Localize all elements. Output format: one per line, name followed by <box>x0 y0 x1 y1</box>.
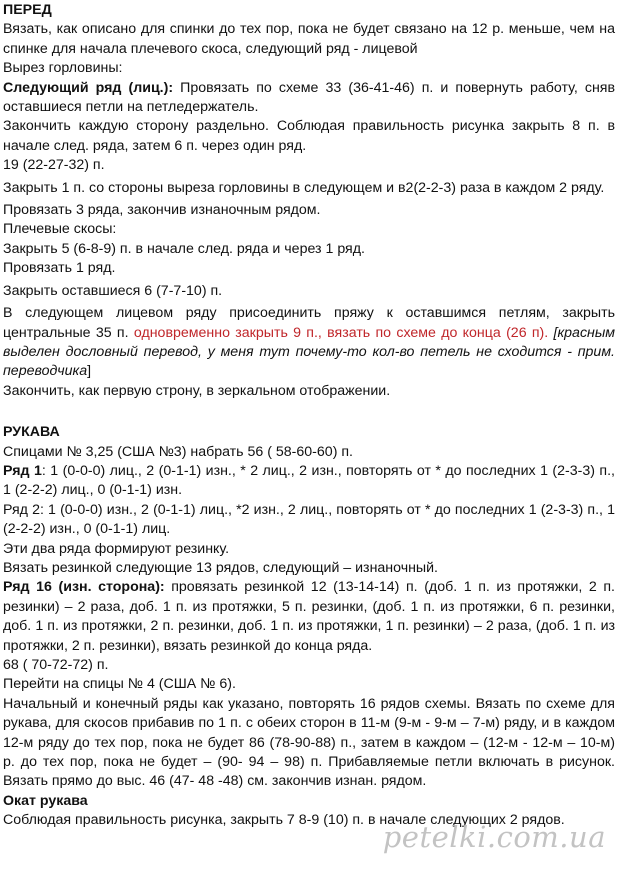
row-16-text: провязать резинкой 12 (13-14-14) п. (доб. 1 п. из протяжки, 2 п. резинки) – 2 раза, доб. 1 п. из протяжки, 5 п. резинки, (доб. 1 п. из протяжки, 6 п. резинки, доб. 1 п. из протяжки, 2 п. резинки, доб. 1 п. из протяжки, 1 п. резинки) – 2 раза, (доб. 1 п. из протяжки, 2 п. резинки), вязать резинкой до конца ряда. <box>3 579 615 654</box>
shoulder-title: Плечевые скосы: <box>3 221 117 238</box>
ribbing-note: Эти два ряда формируют резинку. <box>3 540 230 557</box>
mirror-finish: Закончить, как первую строну, в зеркальном отображении. <box>3 382 391 399</box>
shoulder-close: Закрыть 5 (6-8-9) п. в начале след. ряда и через 1 ряд. <box>3 240 365 257</box>
needles-4: Перейти на спицы № 4 (США № 6). <box>3 676 236 693</box>
cast-on: Спицами № 3,25 (США №3) набрать 56 ( 58-60-60) п. <box>3 443 353 460</box>
neck-decrease: Закрыть 1 п. со стороны выреза горловины в следующем и в2(2-2-3) раза в каждом 2 ряду. <box>3 179 605 196</box>
row-2-paragraph: Ряд 2: 1 (0-0-0) изн., 2 (0-1-1) лиц., *2 изн., 2 лиц., повторять от * до последних 1 (2-3-3) п., 1 (2-2-2) изн., 0 (0-1-1) лиц. <box>3 501 615 538</box>
watermark-logo: petelki.com.ua <box>382 820 606 854</box>
next-row-label: Следующий ряд (лиц.): <box>3 79 174 96</box>
document-body <box>3 1 615 831</box>
knit-3-rows: Провязать 3 ряда, закончив изнаночным рядом. <box>3 202 321 219</box>
sleeves-heading: РУКАВА <box>3 424 60 441</box>
next-row-text: Провязать по схеме 33 (36-41-46) п. и повернуть работу, сняв оставшиеся петли на петледержатель. <box>3 79 616 116</box>
row-16-label: Ряд 16 (изн. сторона): <box>3 579 165 596</box>
row-1-label: Ряд 1 <box>3 462 42 479</box>
join-yarn-paragraph <box>3 304 615 382</box>
row-1-text: : 1 (0-0-0) лиц., 2 (0-1-1) изн., * 2 лиц., 2 изн., повторять от * до последних 1 (2-3-3) п., 1 (2-2-2) лиц., 0 (0-1-1) изн. <box>3 462 615 499</box>
translator-note-close: ] <box>87 363 92 380</box>
next-row-paragraph <box>3 79 615 118</box>
sleeve-main-instructions: Начальный и конечный ряды как указано, повторять 16 рядов схемы. Вязать по схеме для рукава, для скосов прибавив по 1 п. с обеих сторон в 11-м (9-м - 9-м – 7-м) ряду, и в каждом 12-м ряду до тех пор, пока не будет 86 (78-90-88) п., затем в каждом – (12-м - 12-м – 10-м) р. до тех пор, пока не будет – (90- 94 – 98) п. Прибавляемые петли включать в рисунок. Вязать прямо до выс. 46 (47- 48 -48) см. закончив изнан. рядом. <box>3 695 615 790</box>
knit-1-row: Провязать 1 ряд. <box>3 260 116 277</box>
translator-note: [красным выделен дословный перевод, у меня тут почему-то кол-во петель не сходится - прим. переводчика <box>3 324 616 380</box>
sleeve-cap-heading: Окат рукава <box>3 792 88 809</box>
join-text: В следующем лицевом ряду присоединить пряжу к оставшимся петлям, закрыть центральные 35 п. <box>3 305 615 341</box>
join-red-translation: одновременно закрыть 9 п., вязать по схеме до конца (26 п). <box>133 324 549 341</box>
stitch-count-68: 68 ( 70-72-72) п. <box>3 657 109 673</box>
rib-13-rows: Вязать резинкой следующие 13 рядов, следующий – изнаночный. <box>3 559 438 576</box>
sleeve-cap-text: Соблюдая правильность рисунка, закрыть 7 8-9 (10) п. в начале следующих 2 рядов. <box>3 812 565 829</box>
finish-each-side: Закончить каждую сторону раздельно. Соблюдая правильность рисунка закрыть 8 п. в начале след. ряда, затем 6 п. через один ряд. <box>3 118 615 154</box>
close-remaining: Закрыть оставшиеся 6 (7-7-10) п. <box>3 282 223 299</box>
front-intro: Вязать, как описано для спинки до тех пор, пока не будет связано на 12 р. меньше, чем на спинке для начала плечевого скоса, следующий ряд - лицевой <box>3 21 615 57</box>
neck-title: Вырез горловины: <box>3 60 123 77</box>
row-1-paragraph <box>3 462 615 501</box>
stitch-count-1: 19 (22-27-32) п. <box>3 157 105 174</box>
front-heading: ПЕРЕД <box>3 2 52 18</box>
row-16-paragraph <box>3 578 615 656</box>
